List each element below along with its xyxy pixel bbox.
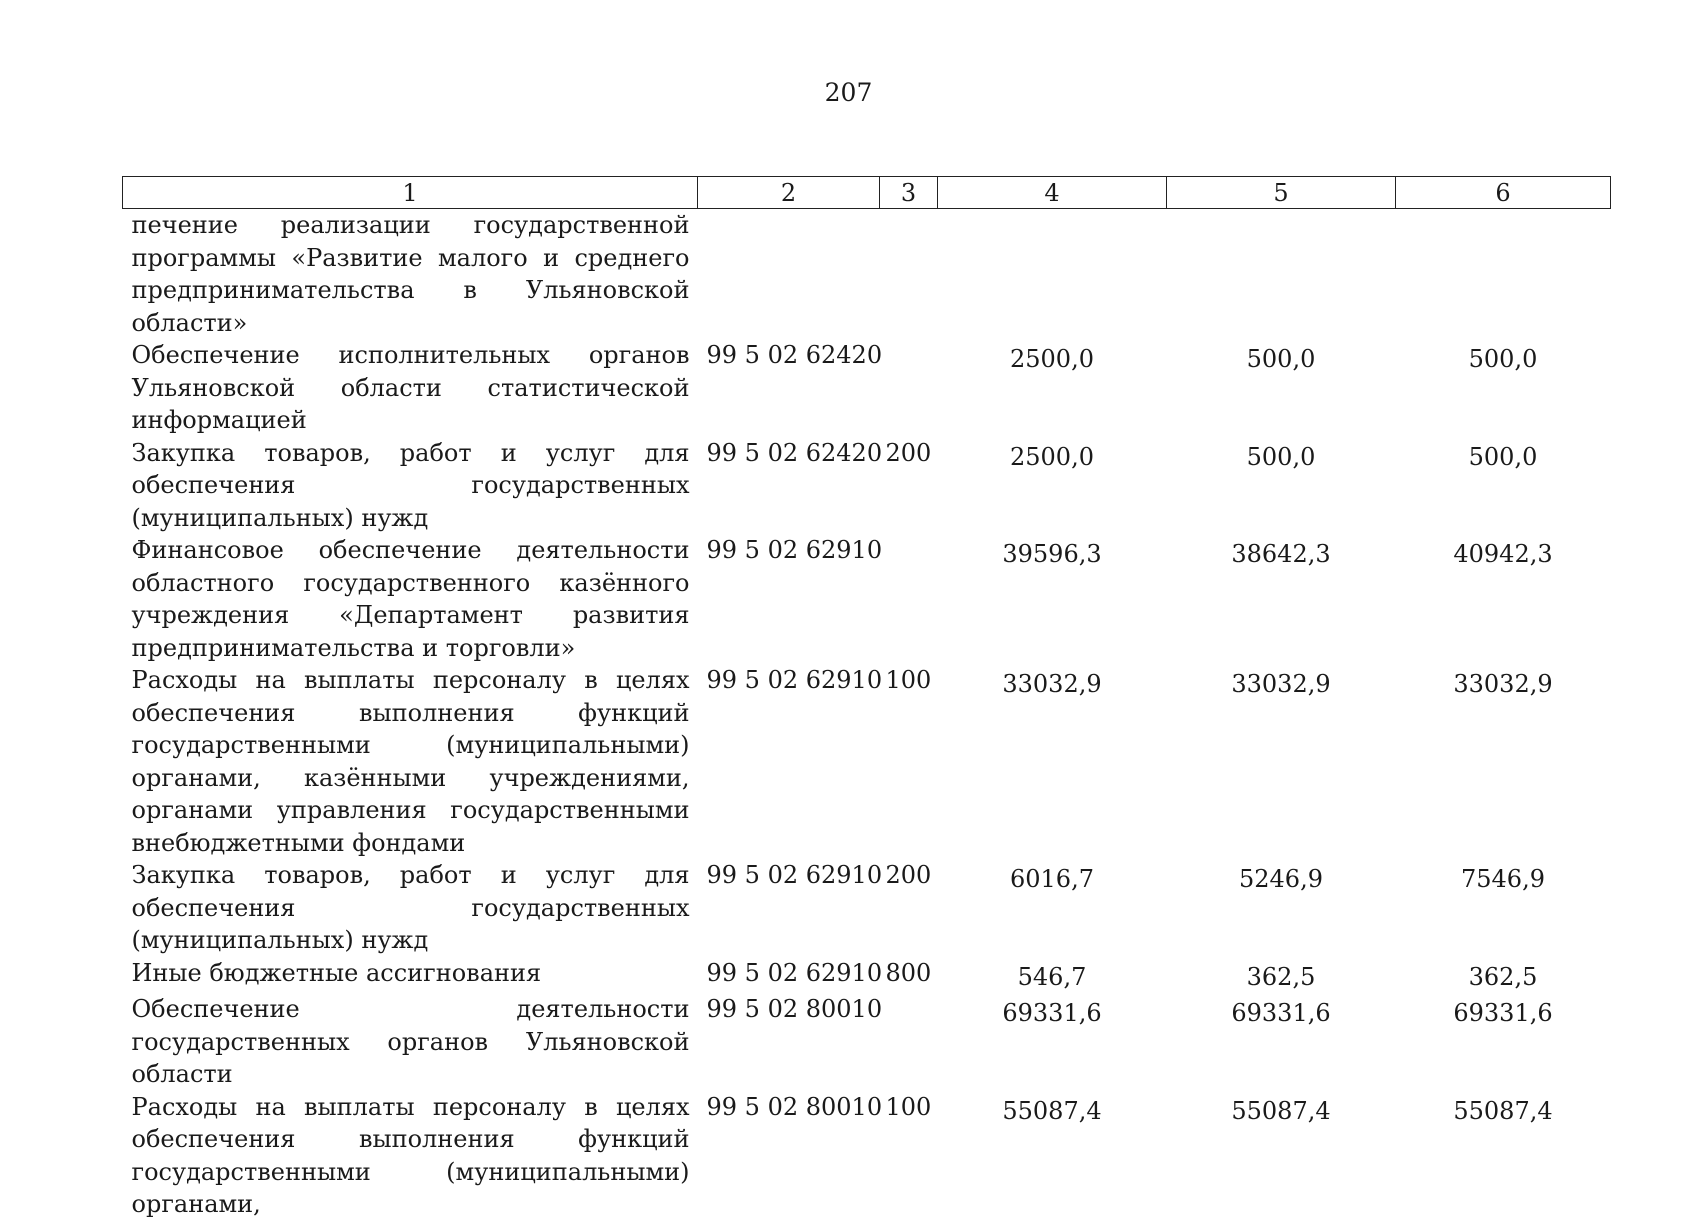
row-expense-type: 100 (885, 666, 932, 694)
row-code (698, 209, 880, 340)
row-name: Финансовое обеспечение деятельности областного государственного казённого учреждения «Департамент развития предпринимательства и торговли» (131, 536, 690, 662)
table-row (123, 957, 1611, 994)
row-expense-type: 200 (885, 438, 932, 467)
row-amount-col4: 2500,0 (1010, 442, 1094, 471)
row-name: Закупка товаров, работ и услуг для обеспечения государственных (муниципальных) нужд (131, 861, 690, 954)
row-amount-col4 (938, 209, 1167, 340)
row-code: 99 5 02 62910 (706, 666, 883, 694)
header-col-6: 6 (1396, 177, 1611, 209)
row-amount-col4: 33032,9 (1002, 670, 1102, 698)
row-name: печение реализации государственной программы «Развитие малого и среднего предпринимательства в Ульяновской области» (131, 211, 690, 337)
row-name: Обеспечение деятельности государственных органов Ульяновской области (131, 995, 690, 1088)
page-number: 207 (824, 78, 873, 107)
row-amount-col6: 500,0 (1468, 345, 1538, 373)
row-expense-type: 800 (885, 958, 932, 987)
row-code: 99 5 02 62420 (706, 438, 883, 467)
row-amount-col5: 5246,9 (1239, 865, 1323, 893)
header-col-3: 3 (880, 177, 938, 209)
row-code: 99 5 02 80010 (706, 995, 883, 1023)
table-row (123, 534, 1611, 664)
row-name: Расходы на выплаты персоналу в целях обеспечения выполнения функций государственными (муниципальными) органами, (131, 1092, 690, 1218)
row-name: Закупка товаров, работ и услуг для обеспечения государственных (муниципальных) нужд (131, 438, 690, 532)
header-col-1: 1 (123, 177, 698, 209)
row-amount-col6: 33032,9 (1453, 670, 1553, 698)
table-header (123, 177, 1611, 209)
table-row (123, 664, 1611, 859)
row-amount-col5 (1167, 209, 1396, 340)
row-expense-type (880, 209, 938, 340)
row-amount-col6: 69331,6 (1453, 999, 1553, 1027)
row-amount-col5: 55087,4 (1231, 1096, 1331, 1125)
row-name: Иные бюджетные ассигнования (131, 958, 542, 987)
row-code: 99 5 02 62910 (706, 861, 883, 889)
row-amount-col5: 500,0 (1246, 442, 1316, 471)
row-amount-col5: 38642,3 (1231, 540, 1331, 568)
row-amount-col5: 362,5 (1246, 962, 1316, 991)
row-name: Расходы на выплаты персоналу в целях обеспечения выполнения функций государственными (муниципальными) органами, казёнными учреждениями, органами управления государственными внебюджетными фондами (131, 666, 690, 857)
row-amount-col4: 2500,0 (1010, 345, 1094, 373)
row-amount-col6: 40942,3 (1453, 540, 1553, 568)
row-expense-type (880, 339, 938, 437)
table-row (123, 339, 1611, 437)
row-amount-col4: 6016,7 (1010, 865, 1094, 893)
row-amount-col5: 33032,9 (1231, 670, 1331, 698)
table-row (123, 859, 1611, 957)
row-amount-col6: 362,5 (1468, 962, 1538, 991)
row-expense-type (880, 993, 938, 1091)
header-col-4: 4 (938, 177, 1167, 209)
table-row (123, 437, 1611, 535)
row-amount-col4: 69331,6 (1002, 999, 1102, 1027)
table-body (123, 209, 1611, 1221)
row-amount-col4: 546,7 (1017, 962, 1087, 991)
header-col-5: 5 (1167, 177, 1396, 209)
row-amount-col5: 500,0 (1246, 345, 1316, 373)
table-row (123, 1091, 1611, 1221)
row-amount-col6 (1396, 209, 1611, 340)
budget-table (122, 176, 1611, 1221)
row-amount-col6: 500,0 (1468, 442, 1538, 471)
header-col-2: 2 (698, 177, 880, 209)
row-code: 99 5 02 62420 (706, 341, 883, 369)
row-amount-col6: 55087,4 (1453, 1096, 1553, 1125)
row-code: 99 5 02 62910 (706, 958, 883, 987)
row-amount-col6: 7546,9 (1461, 865, 1545, 893)
row-code: 99 5 02 62910 (706, 536, 883, 564)
row-amount-col5: 69331,6 (1231, 999, 1331, 1027)
row-amount-col4: 39596,3 (1002, 540, 1102, 568)
row-code: 99 5 02 80010 (706, 1092, 883, 1121)
header-row (123, 177, 1611, 209)
row-expense-type: 100 (885, 1092, 932, 1121)
row-expense-type (880, 534, 938, 664)
table-row (123, 209, 1611, 340)
row-expense-type: 200 (885, 861, 932, 889)
row-amount-col4: 55087,4 (1002, 1096, 1102, 1125)
table-row (123, 993, 1611, 1091)
row-name: Обеспечение исполнительных органов Ульяновской области статистической информацией (131, 341, 690, 434)
